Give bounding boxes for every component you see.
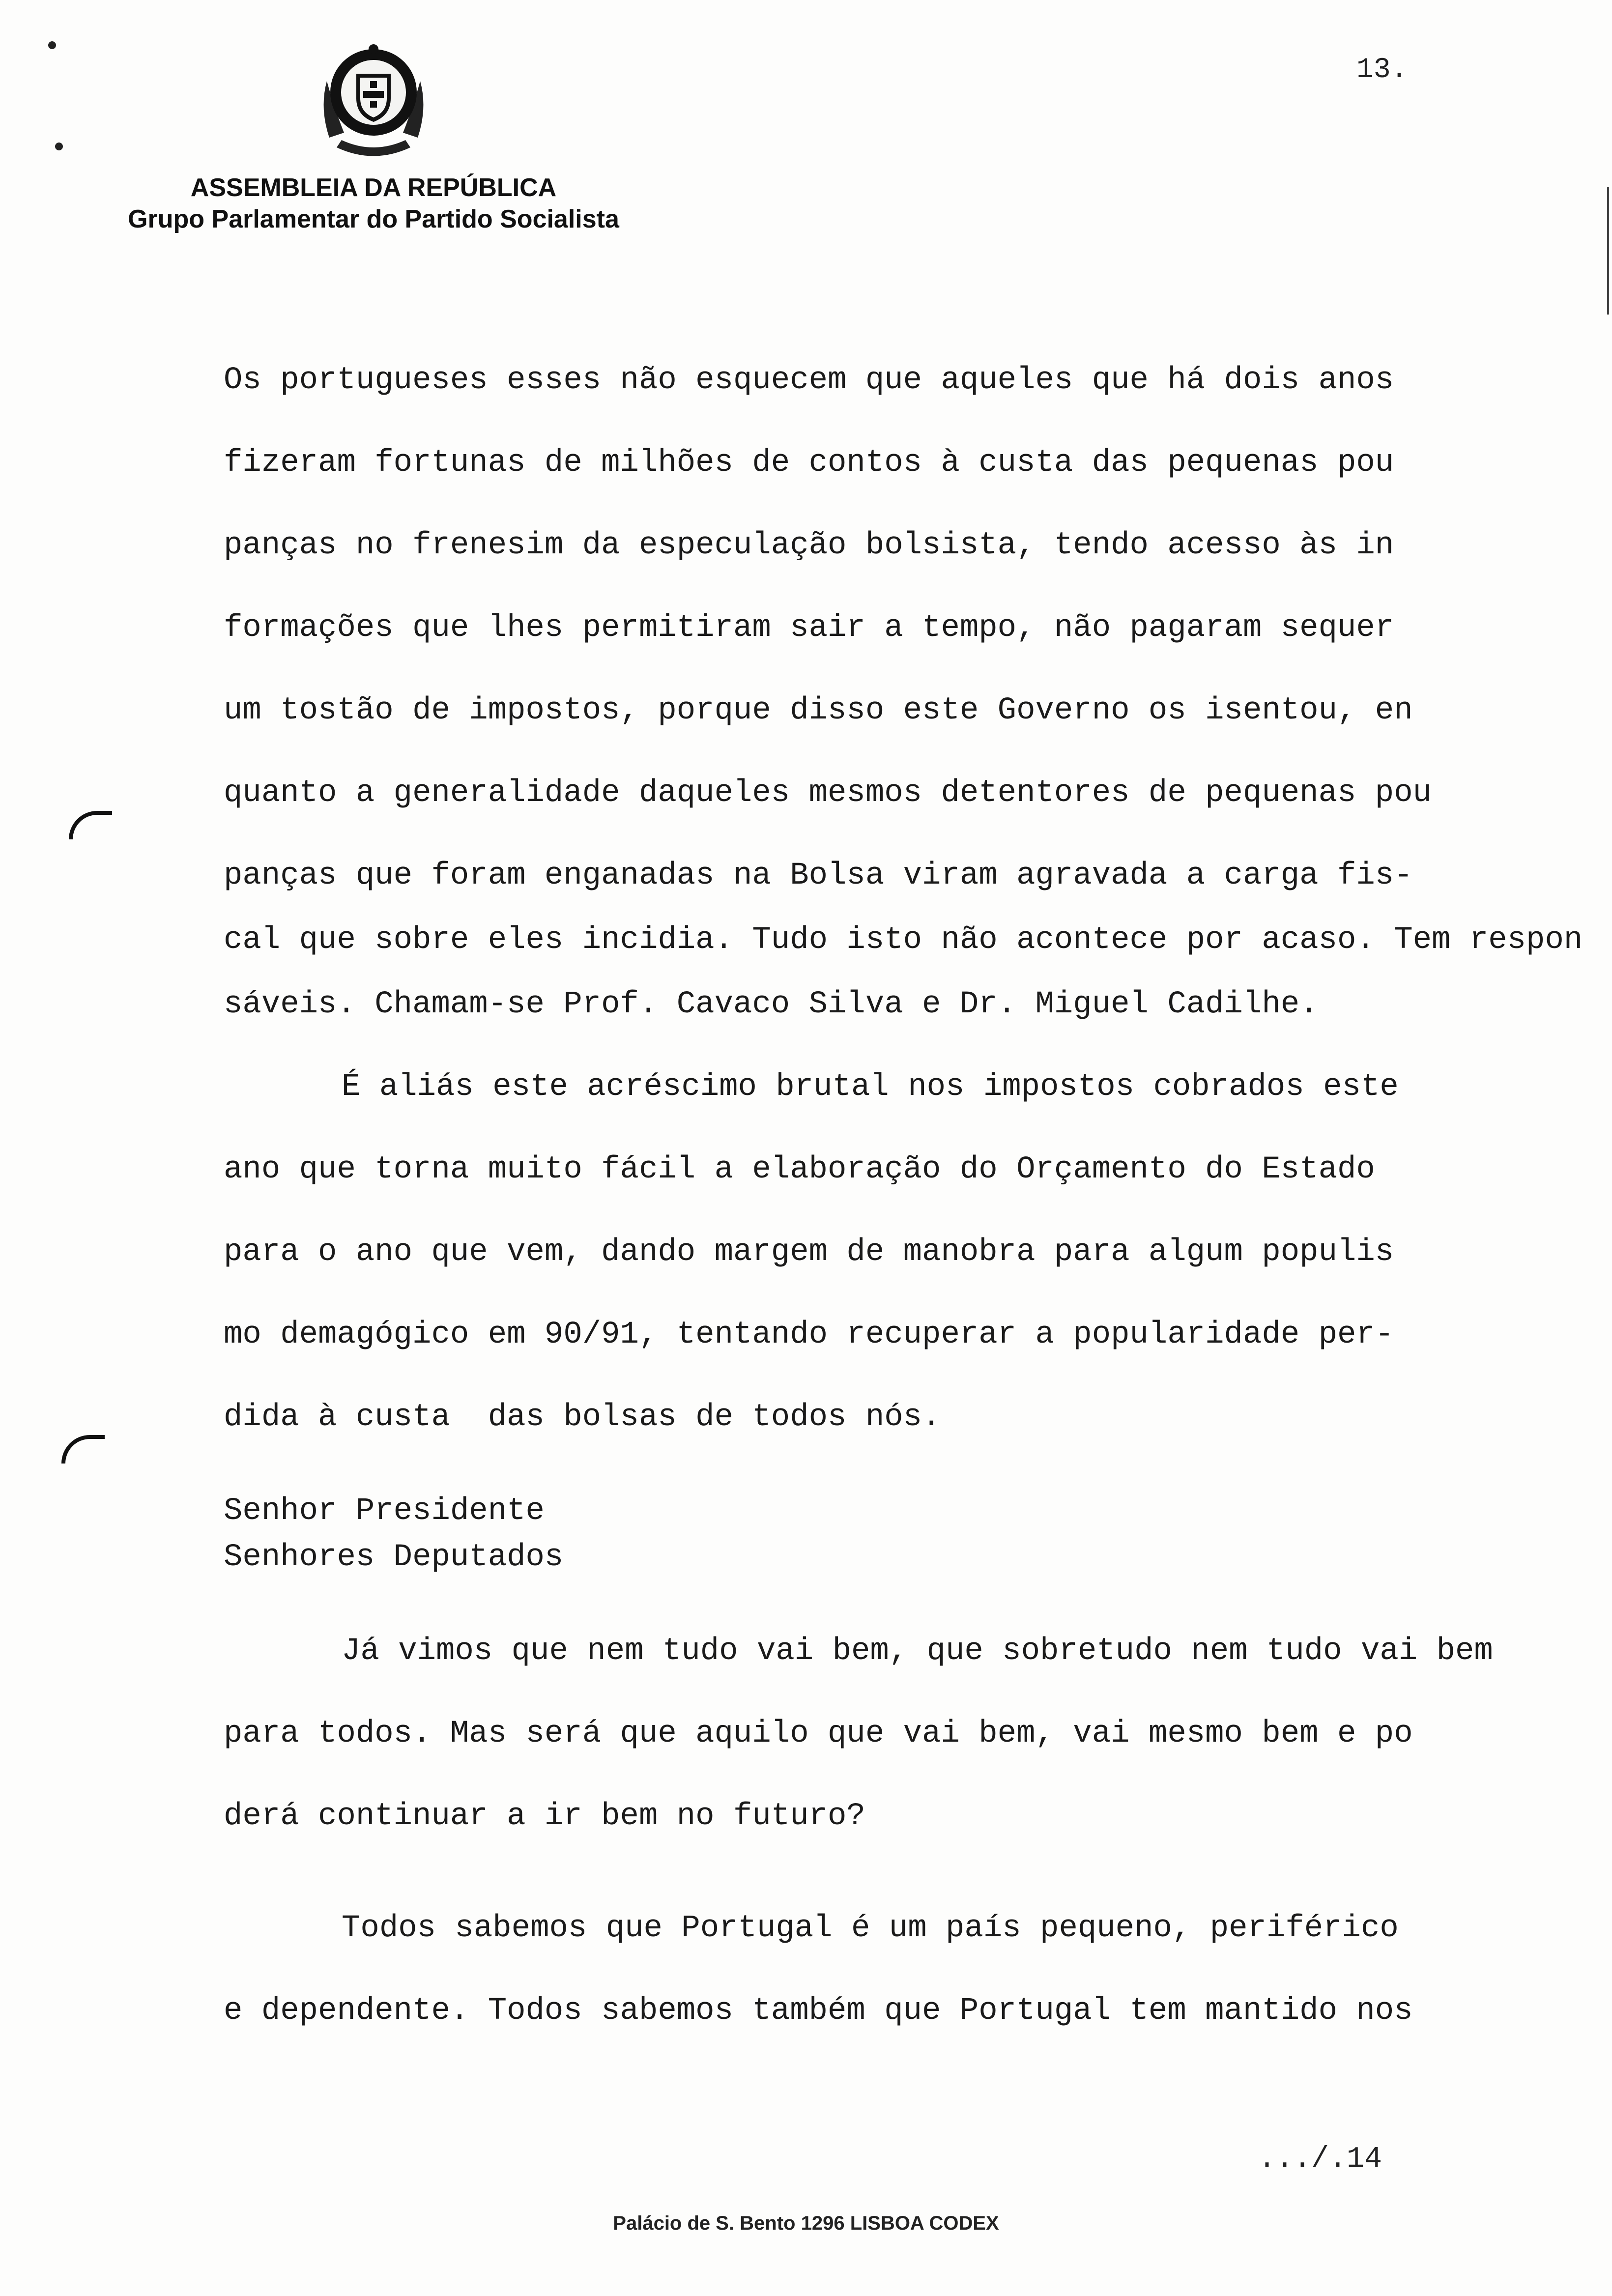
- footer-address: Palácio de S. Bento 1296 LISBOA CODEX: [613, 2212, 999, 2234]
- text-line: para o ano que vem, dando margem de manobra para algum populis: [224, 1234, 1394, 1270]
- coat-of-arms-icon: [310, 34, 437, 162]
- header-title: ASSEMBLEIA DA REPÚBLICA: [190, 173, 557, 202]
- continuation-marker: .../.14: [1258, 2143, 1382, 2176]
- text-line: dida à custa das bolsas de todos nós.: [224, 1400, 941, 1435]
- text-line: Os portugueses esses não esquecem que aqueles que há dois anos: [224, 363, 1394, 398]
- text-line: um tostão de impostos, porque disso este Governo os isentou, en: [224, 693, 1413, 728]
- body-text: [224, 339, 1583, 2052]
- text-line: panças que foram enganadas na Bolsa viram agravada a carga fis-: [224, 858, 1413, 893]
- text-line: mo demagógico em 90/91, tentando recuperar a popularidade per-: [224, 1317, 1394, 1352]
- text-line: panças no frenesim da especulação bolsista, tendo acesso às in: [224, 528, 1394, 563]
- text-line: cal que sobre eles incidia. Tudo isto não acontece por acaso. Tem respon: [224, 922, 1583, 958]
- margin-bracket-mark: [69, 811, 112, 839]
- text-line: para todos. Mas será que aquilo que vai bem, vai mesmo bem e po: [224, 1716, 1413, 1751]
- text-line: Todos sabemos que Portugal é um país pequeno, periférico: [342, 1911, 1399, 1946]
- text-line: fizeram fortunas de milhões de contos à custa das pequenas pou: [224, 445, 1394, 481]
- punch-hole-mark: [55, 143, 63, 150]
- punch-hole-mark: [48, 41, 56, 49]
- text-line: sáveis. Chamam-se Prof. Cavaco Silva e Dr. Miguel Cadilhe.: [224, 987, 1319, 1022]
- text-line: e dependente. Todos sabemos também que Portugal tem mantido nos: [224, 1993, 1413, 2029]
- header-subtitle: Grupo Parlamentar do Partido Socialista: [128, 205, 619, 233]
- text-line: É aliás este acréscimo brutal nos impostos cobrados este: [342, 1069, 1399, 1105]
- page-number: 13.: [1356, 54, 1408, 86]
- text-line: quanto a generalidade daqueles mesmos detentores de pequenas pou: [224, 775, 1432, 811]
- page-edge-mark: [1607, 187, 1609, 315]
- text-line: ano que torna muito fácil a elaboração do Orçamento do Estado: [224, 1152, 1375, 1187]
- text-line: derá continuar a ir bem no futuro?: [224, 1799, 865, 1834]
- text-line: Já vimos que nem tudo vai bem, que sobretudo nem tudo vai bem: [342, 1634, 1493, 1669]
- margin-bracket-mark: [61, 1435, 105, 1464]
- text-line: formações que lhes permitiram sair a tempo, não pagaram sequer: [224, 610, 1394, 646]
- salutation-line: Senhores Deputados: [224, 1540, 564, 1575]
- salutation-line: Senhor Presidente: [224, 1493, 545, 1529]
